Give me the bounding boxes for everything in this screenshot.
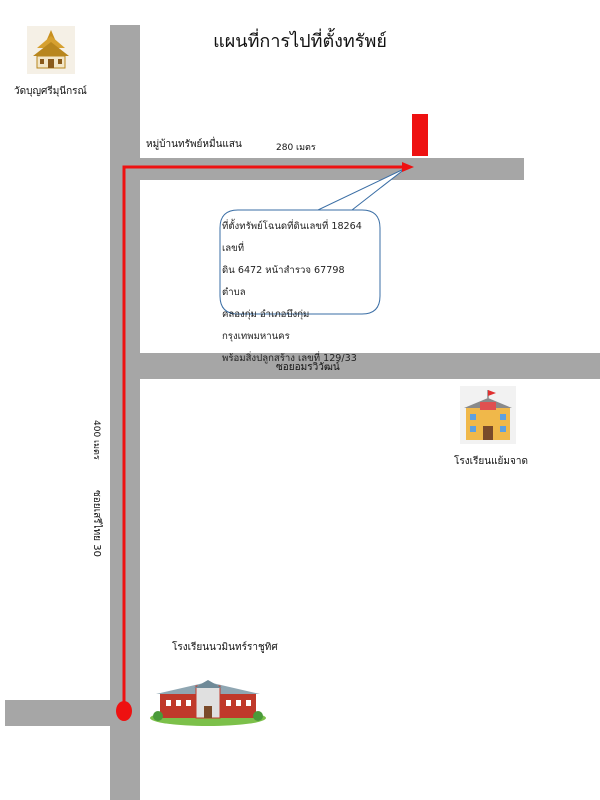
temple-icon xyxy=(27,26,75,74)
top-road-label: หมู่บ้านทรัพย์หมื่นแสน xyxy=(146,139,242,150)
middle-road-label: ซอยอมรวิวัฒน์ xyxy=(276,362,340,373)
route-arrowhead xyxy=(402,162,414,172)
callout-line: ที่ตั้งทรัพย์โฉนดที่ดินเลขที่ 18264 เลขที่ xyxy=(222,221,362,254)
top-road-distance: 280 เมตร xyxy=(276,143,316,153)
map-title: แผนที่การไปที่ตั้งทรัพย์ xyxy=(213,31,387,52)
start-point xyxy=(116,701,132,721)
callout-line: ดิน 6472 หน้าสำรวจ 67798 ตำบล xyxy=(222,265,345,298)
property-marker xyxy=(412,114,428,156)
vertical-road-label: ซอยเสรีไทย 30 xyxy=(91,490,102,557)
vertical-distance-label: 400 เมตร xyxy=(91,420,101,460)
school-icon xyxy=(460,386,516,444)
temple-label: วัดบุญศรีมุนีกรณ์ xyxy=(14,86,87,97)
school-bottom-label: โรงเรียนนวมินทร์ราชูทิศ xyxy=(172,642,278,653)
callout-text xyxy=(222,216,370,370)
callout-line: พร้อมสิ่งปลูกสร้าง เลขที่ 129/33 xyxy=(222,353,357,364)
callout-line: คลองกุ่ม อำเภอบึงกุ่ม กรุงเทพมหานคร xyxy=(222,309,310,342)
school-right-label: โรงเรียนแย้มจาด xyxy=(454,456,528,467)
school-building-icon xyxy=(150,680,266,726)
